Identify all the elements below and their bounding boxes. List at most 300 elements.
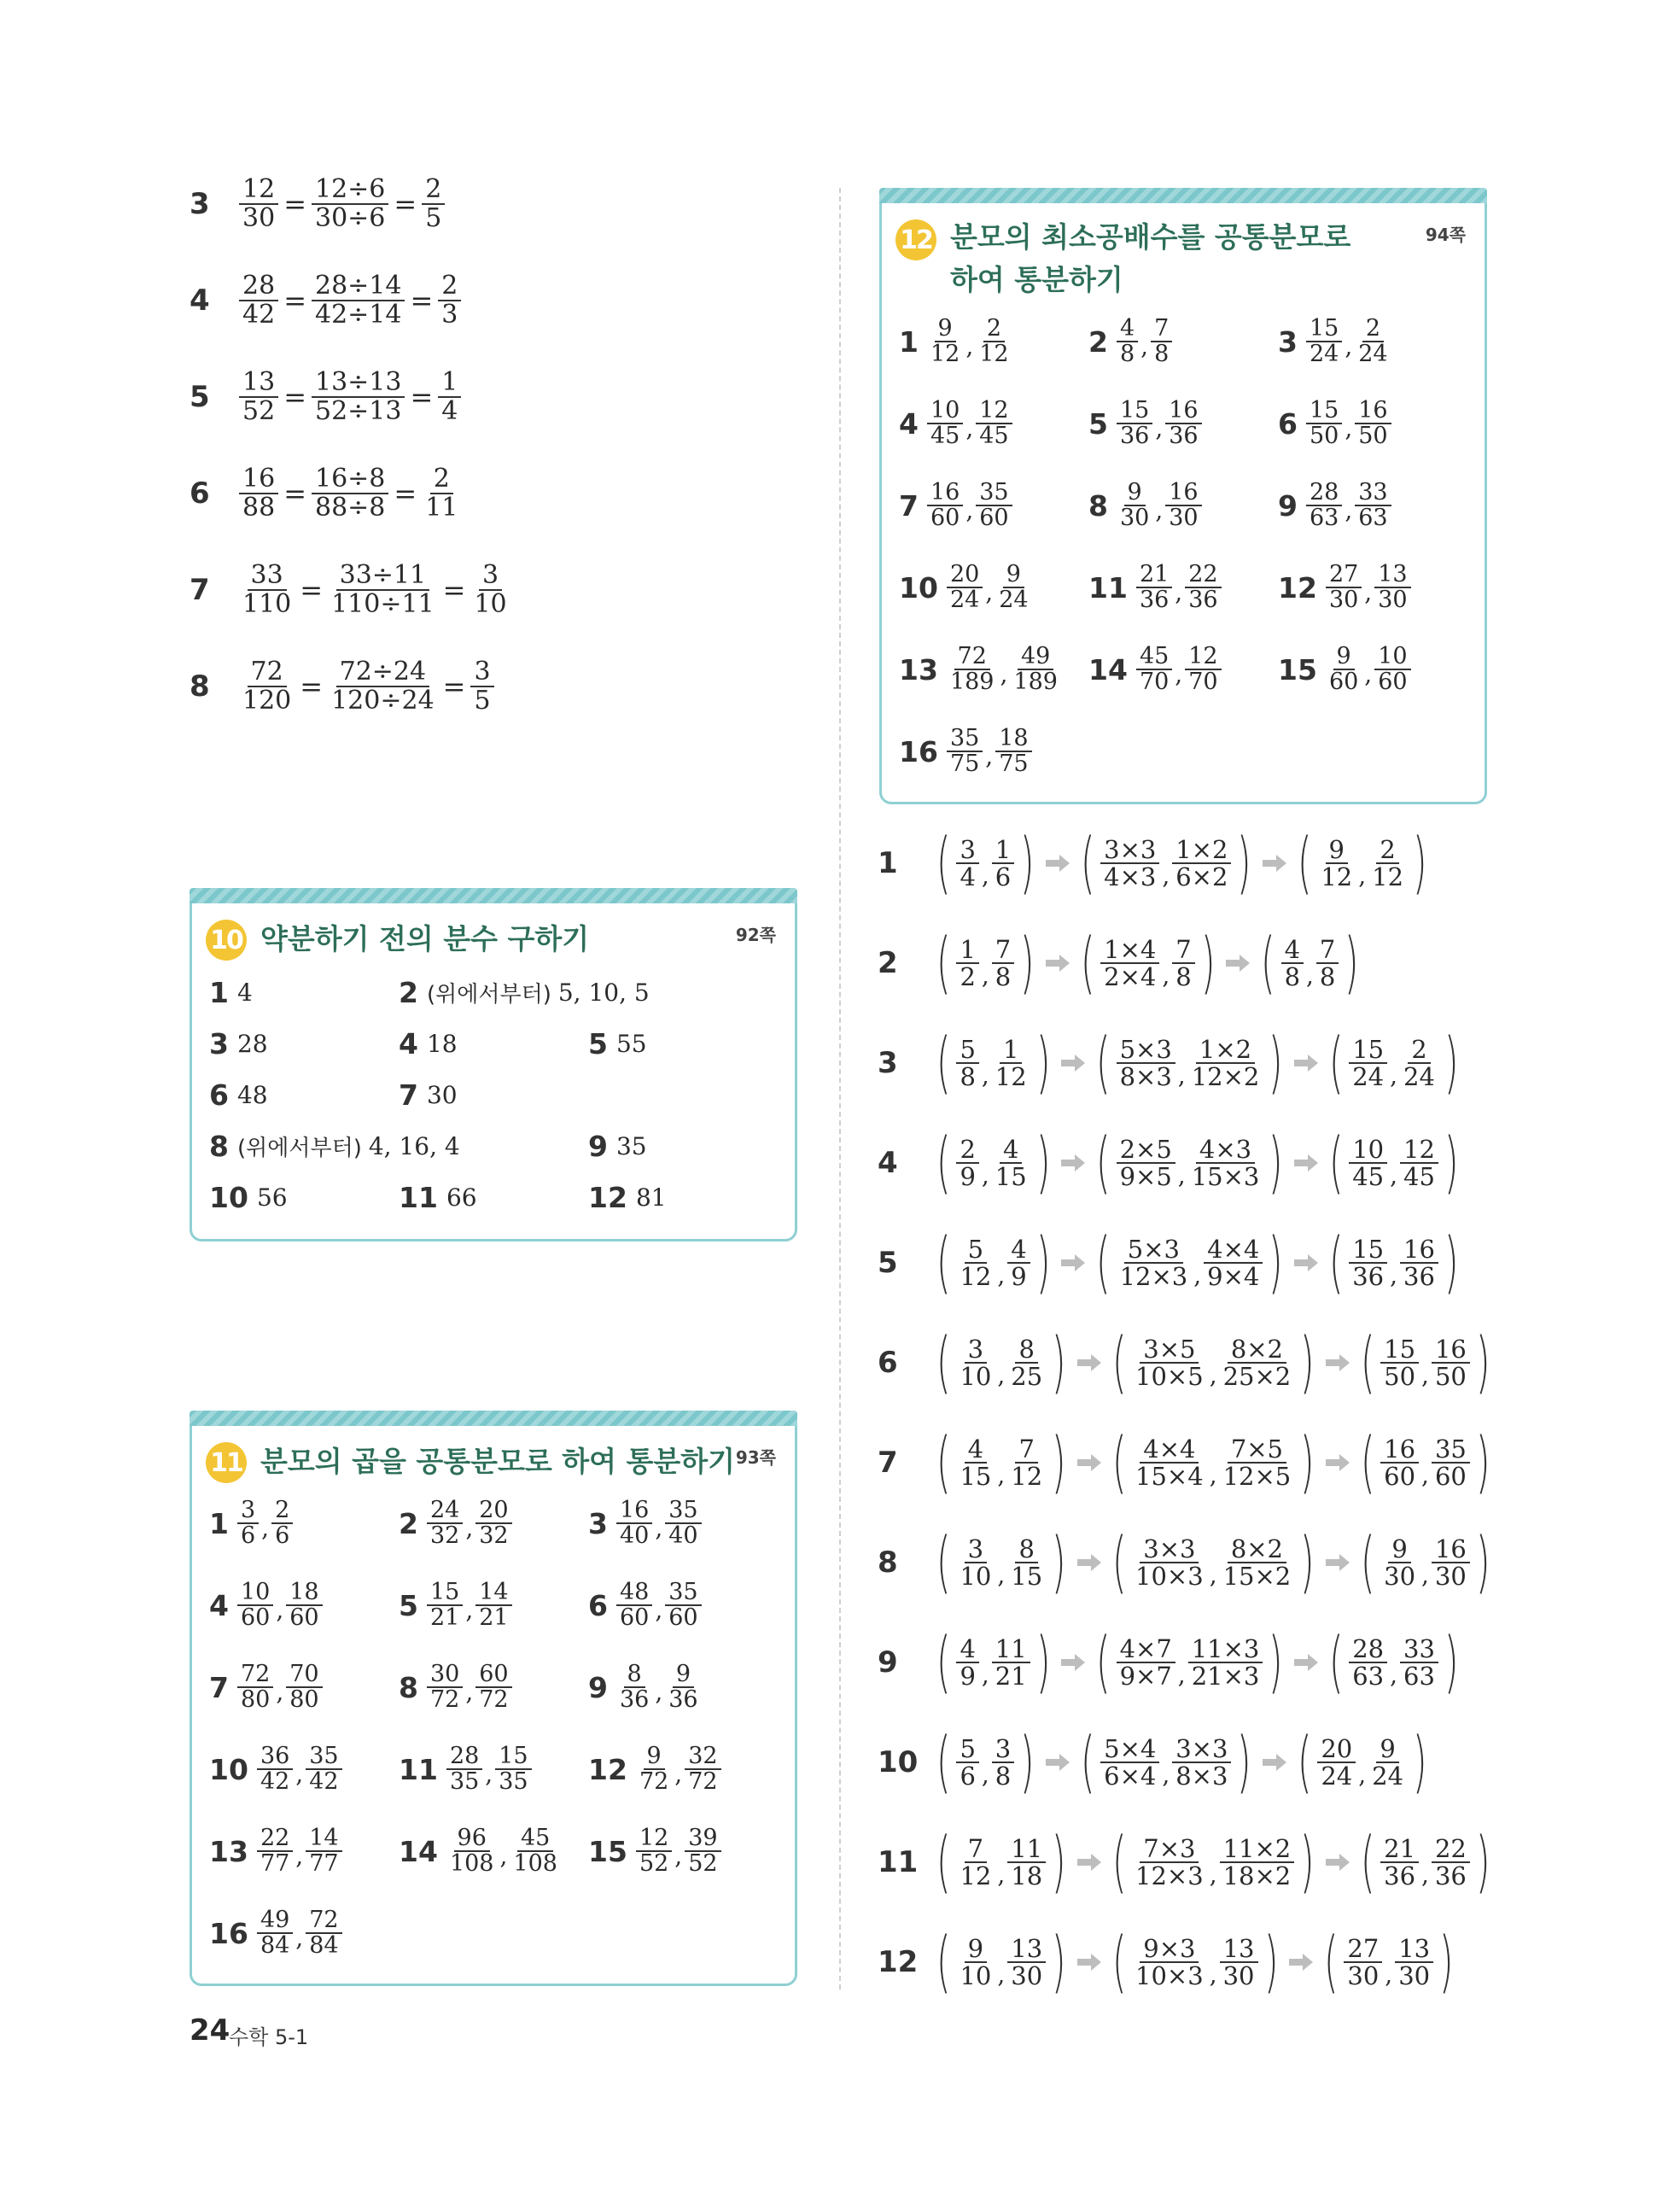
numerator: 9 xyxy=(644,1744,665,1770)
numerator: 11×3 xyxy=(1188,1636,1263,1663)
comma: , xyxy=(1358,1761,1367,1789)
parenthesized-pair xyxy=(930,1924,1072,2001)
denominator: 12 xyxy=(930,341,960,368)
section-title-line1: 분모의 최소공배수를 공통분모로 xyxy=(950,220,1351,254)
numerator: 27 xyxy=(1326,563,1362,588)
item-number: 4 xyxy=(878,1146,898,1180)
simplify-row xyxy=(190,272,461,328)
item-note: (위에서부터) xyxy=(426,982,551,1008)
fraction xyxy=(1100,1733,1159,1791)
denominator: 18×2 xyxy=(1222,1861,1292,1890)
fraction xyxy=(1349,1034,1387,1091)
numerator: 45 xyxy=(1136,645,1172,670)
answer-item xyxy=(209,976,253,1009)
denominator: 52÷13 xyxy=(315,395,402,426)
right-paren: ) xyxy=(1300,1424,1315,1501)
conversion-row xyxy=(878,1524,1496,1601)
answer-item xyxy=(588,1826,721,1877)
fraction xyxy=(1136,645,1172,695)
conversion-row xyxy=(878,1724,1432,1801)
comma: , xyxy=(276,1595,284,1624)
fraction xyxy=(1204,1236,1263,1290)
answer-item xyxy=(209,1078,268,1112)
numerator: 22 xyxy=(1185,563,1221,588)
fraction xyxy=(956,1034,978,1091)
fraction xyxy=(1349,1633,1387,1691)
comma: , xyxy=(276,1677,284,1706)
item-number: 4 xyxy=(209,1588,229,1622)
item-number: 12 xyxy=(878,1945,919,1979)
fraction xyxy=(1100,934,1159,991)
numerator: 3×5 xyxy=(1140,1336,1199,1364)
item-number: 15 xyxy=(1278,652,1317,687)
comma: , xyxy=(1421,1361,1429,1389)
numerator: 72÷24 xyxy=(336,658,429,687)
comma: , xyxy=(1390,1061,1398,1090)
left-paren: ( xyxy=(936,1125,951,1201)
fraction xyxy=(1188,1633,1263,1691)
denominator: 88÷8 xyxy=(315,492,386,523)
denominator: 12 xyxy=(960,1262,992,1291)
denominator: 42 xyxy=(309,1768,339,1796)
numerator: 9 xyxy=(1333,645,1355,670)
denominator: 10×3 xyxy=(1135,1961,1204,1990)
numerator: 7 xyxy=(992,937,1014,964)
numerator: 9 xyxy=(1388,1536,1410,1563)
denominator: 110 xyxy=(242,588,292,619)
numerator: 9 xyxy=(1326,837,1348,864)
answer-item xyxy=(399,1078,458,1112)
numerator: 12 xyxy=(976,399,1012,424)
item-number: 16 xyxy=(209,1916,248,1950)
section-12-box xyxy=(879,188,1487,804)
right-paren: ) xyxy=(1300,1524,1315,1601)
fraction xyxy=(475,1662,511,1713)
denominator: 10×5 xyxy=(1135,1362,1204,1391)
denominator: 42 xyxy=(242,299,276,330)
denominator: 72 xyxy=(479,1686,509,1714)
fraction xyxy=(1132,1336,1207,1390)
left-paren: ( xyxy=(1360,1424,1375,1501)
left-paren: ( xyxy=(1297,1724,1312,1801)
comma: , xyxy=(1390,1261,1398,1289)
simplify-row xyxy=(190,562,510,617)
numerator: 9 xyxy=(1124,481,1146,506)
item-number: 5 xyxy=(1088,406,1108,441)
denominator: 84 xyxy=(309,1932,339,1960)
left-paren: ( xyxy=(936,1224,951,1301)
equals-sign: = xyxy=(410,283,434,317)
numerator: 15 xyxy=(1306,399,1342,424)
fraction xyxy=(1400,1633,1438,1691)
parenthesized-pair xyxy=(1323,1624,1465,1701)
denominator: 52 xyxy=(242,395,276,426)
fraction xyxy=(239,465,278,521)
section-10-box xyxy=(190,888,797,1242)
denominator: 8×3 xyxy=(1119,1062,1172,1091)
right-paren: ) xyxy=(1269,1125,1283,1201)
denominator: 10 xyxy=(474,588,507,619)
conversion-row xyxy=(878,1224,1464,1301)
numerator: 28 xyxy=(1349,1636,1387,1663)
numerator: 5 xyxy=(956,1037,978,1064)
fraction xyxy=(257,1744,293,1795)
fraction xyxy=(1326,645,1362,695)
comma: , xyxy=(981,1161,989,1189)
fraction xyxy=(328,562,438,617)
comma: , xyxy=(655,1677,663,1706)
denominator: 5 xyxy=(425,202,442,233)
fraction xyxy=(1220,1436,1295,1490)
numerator: 20 xyxy=(1317,1736,1356,1763)
numerator: 9 xyxy=(1003,563,1024,588)
comma: , xyxy=(465,1595,474,1624)
fraction xyxy=(1432,1536,1470,1590)
denominator: 30 xyxy=(1434,1562,1467,1591)
denominator: 45 xyxy=(979,423,1009,450)
comma: , xyxy=(997,1561,1006,1589)
item-number: 7 xyxy=(878,1446,898,1480)
numerator: 72 xyxy=(248,658,287,687)
comma: , xyxy=(1175,659,1183,688)
left-paren: ( xyxy=(1111,1424,1127,1501)
page-reference: 94쪽 xyxy=(1425,225,1466,245)
left-paren: ( xyxy=(1095,1125,1111,1201)
comma: , xyxy=(655,1595,663,1624)
denominator: 36 xyxy=(619,1686,650,1714)
fraction xyxy=(1400,1136,1438,1190)
arrow-right-icon xyxy=(1224,953,1251,973)
denominator: 5 xyxy=(474,685,491,716)
comma: , xyxy=(981,961,989,990)
fraction xyxy=(312,176,388,231)
denominator: 8 xyxy=(1154,341,1170,368)
equals-sign: = xyxy=(394,187,417,220)
item-number: 4 xyxy=(190,283,210,318)
arrow-right-icon xyxy=(1059,1153,1087,1173)
numerator: 7 xyxy=(1172,937,1194,964)
comma: , xyxy=(981,1761,989,1789)
right-paren: ) xyxy=(1475,1524,1490,1601)
left-paren: ( xyxy=(1080,925,1095,1002)
numerator: 7×5 xyxy=(1228,1436,1286,1464)
denominator: 30 xyxy=(1398,1961,1431,1990)
right-paren: ) xyxy=(1444,1125,1459,1201)
item-number: 1 xyxy=(899,324,919,359)
answer-item xyxy=(399,1826,561,1877)
denominator: 9 xyxy=(1011,1262,1027,1291)
denominator: 70 xyxy=(1188,669,1218,696)
comma: , xyxy=(981,1061,989,1090)
left-paren: ( xyxy=(1323,1924,1339,2001)
item-number: 9 xyxy=(1278,488,1298,523)
parenthesized-pair xyxy=(930,1025,1056,1101)
fraction xyxy=(257,1826,293,1877)
item-value: 28 xyxy=(236,1030,268,1058)
arrow-right-icon xyxy=(1261,853,1288,873)
section-badge: 10 xyxy=(206,920,247,961)
numerator: 7 xyxy=(1316,937,1339,964)
comma: , xyxy=(655,1513,663,1542)
conversion-row xyxy=(878,1924,1460,2001)
numerator: 7×3 xyxy=(1140,1836,1199,1863)
fraction xyxy=(1395,1933,1433,1990)
right-paren: ) xyxy=(1052,1924,1066,2001)
comma: , xyxy=(1345,331,1353,360)
item-value: 35 xyxy=(615,1132,647,1160)
answer-item xyxy=(899,727,1032,777)
denominator: 77 xyxy=(309,1850,339,1878)
denominator: 8 xyxy=(1319,962,1336,991)
item-number: 2 xyxy=(878,946,898,980)
section-title: 약분하기 전의 분수 구하기 xyxy=(260,922,590,955)
fraction xyxy=(1368,1733,1407,1791)
denominator: 35 xyxy=(499,1768,528,1796)
answer-item xyxy=(209,1908,342,1959)
denominator: 21 xyxy=(429,1604,460,1632)
fraction xyxy=(1316,934,1339,991)
section-badge: 11 xyxy=(206,1442,247,1483)
conversion-row xyxy=(878,1624,1464,1701)
conversion-row xyxy=(878,1324,1496,1401)
numerator: 4 xyxy=(1007,1236,1030,1264)
fraction xyxy=(956,934,978,991)
answer-item xyxy=(1088,317,1172,367)
item-number: 10 xyxy=(899,570,938,605)
numerator: 39 xyxy=(685,1826,720,1852)
denominator: 12×5 xyxy=(1222,1462,1292,1491)
denominator: 88 xyxy=(242,492,276,523)
denominator: 6 xyxy=(240,1522,256,1550)
right-paren: ) xyxy=(1200,925,1216,1002)
fraction xyxy=(438,272,461,328)
numerator: 96 xyxy=(454,1826,490,1852)
parenthesized-pair xyxy=(1075,925,1221,1002)
fraction xyxy=(636,1744,672,1795)
denominator: 24 xyxy=(1309,341,1339,368)
denominator: 50 xyxy=(1358,423,1388,450)
item-number: 3 xyxy=(878,1046,898,1080)
numerator: 4×4 xyxy=(1140,1436,1199,1464)
parenthesized-pair xyxy=(1318,1924,1460,2001)
numerator: 9 xyxy=(965,1936,987,1963)
denominator: 50 xyxy=(1434,1362,1467,1391)
numerator: 15 xyxy=(1349,1037,1387,1064)
parenthesized-pair xyxy=(1106,1824,1321,1901)
numerator: 16 xyxy=(1165,399,1201,424)
numerator: 12÷6 xyxy=(312,176,388,205)
fraction xyxy=(1374,563,1410,613)
fraction xyxy=(1007,1833,1046,1890)
numerator: 21 xyxy=(1380,1836,1419,1863)
fraction xyxy=(306,1826,341,1877)
denominator: 10 xyxy=(960,1362,992,1391)
fraction xyxy=(956,1436,995,1490)
right-paren: ) xyxy=(1412,1724,1427,1801)
fraction xyxy=(1117,1633,1175,1691)
fraction xyxy=(1306,399,1342,449)
equals-sign: = xyxy=(410,380,434,413)
denominator: 30 xyxy=(242,202,276,233)
denominator: 25 xyxy=(1011,1362,1043,1391)
equals-sign: = xyxy=(283,187,306,220)
denominator: 18 xyxy=(1011,1861,1043,1890)
item-number: 8 xyxy=(399,1670,418,1704)
equals-sign: = xyxy=(394,476,417,510)
comma: , xyxy=(674,1759,683,1788)
fraction xyxy=(1400,1236,1438,1290)
item-value: 4, 16, 4 xyxy=(368,1132,460,1160)
numerator: 2 xyxy=(956,1136,978,1164)
denominator: 60 xyxy=(1434,1462,1467,1491)
page-number: 24 xyxy=(190,2013,230,2048)
numerator: 8 xyxy=(624,1662,645,1688)
item-number: 2 xyxy=(399,1506,418,1540)
comma: , xyxy=(985,741,994,770)
column-divider xyxy=(839,188,841,1989)
numerator: 1×4 xyxy=(1100,937,1159,964)
right-paren: ) xyxy=(1035,1025,1051,1101)
parenthesized-pair xyxy=(1255,925,1365,1002)
numerator: 16 xyxy=(1380,1436,1419,1464)
item-number: 4 xyxy=(399,1027,418,1060)
fraction xyxy=(1349,1236,1387,1290)
answer-item xyxy=(1278,317,1391,367)
comma: , xyxy=(1421,1461,1429,1489)
numerator: 3 xyxy=(956,837,978,864)
parenthesized-pair xyxy=(1090,1125,1289,1201)
numerator: 1 xyxy=(438,369,461,398)
fraction xyxy=(956,1536,995,1590)
arrow-right-icon xyxy=(1292,1652,1320,1673)
item-number: 1 xyxy=(209,976,229,1009)
comma: , xyxy=(1209,1361,1217,1389)
answer-item xyxy=(899,481,1012,531)
numerator: 13 xyxy=(1007,1936,1046,1963)
denominator: 36 xyxy=(1384,1861,1416,1890)
numerator: 16 xyxy=(927,481,963,506)
fraction xyxy=(927,399,963,449)
comma: , xyxy=(1155,413,1164,442)
parenthesized-pair xyxy=(1090,1224,1289,1301)
denominator: 60 xyxy=(930,505,960,532)
left-paren: ( xyxy=(1297,825,1312,902)
equals-sign: = xyxy=(442,669,466,703)
left-paren: ( xyxy=(1111,1924,1127,2001)
conversion-row xyxy=(878,1125,1464,1201)
conversion-row xyxy=(878,925,1365,1002)
numerator: 12 xyxy=(1185,645,1221,670)
comma: , xyxy=(965,495,974,524)
item-number: 14 xyxy=(1088,652,1128,687)
arrow-right-icon xyxy=(1292,1253,1320,1273)
denominator: 36 xyxy=(1188,587,1218,614)
answer-item xyxy=(1088,481,1202,531)
fraction xyxy=(1306,481,1342,531)
item-number: 10 xyxy=(209,1181,248,1214)
left-paren: ( xyxy=(1095,1025,1111,1101)
numerator: 72 xyxy=(954,645,990,670)
denominator: 40 xyxy=(668,1522,698,1550)
denominator: 120÷24 xyxy=(331,685,435,716)
arrow-right-icon xyxy=(1059,1652,1087,1673)
item-note: (위에서부터) xyxy=(236,1136,362,1161)
arrow-right-icon xyxy=(1324,1852,1351,1873)
comma: , xyxy=(1209,1461,1217,1489)
item-number: 3 xyxy=(588,1506,608,1540)
fraction xyxy=(956,1733,978,1791)
fraction xyxy=(616,1662,652,1713)
numerator: 13÷13 xyxy=(312,369,405,398)
item-number: 6 xyxy=(1278,406,1298,441)
conversion-row xyxy=(878,1424,1496,1501)
fraction xyxy=(995,563,1031,613)
numerator: 45 xyxy=(517,1826,553,1852)
item-number: 8 xyxy=(1088,488,1108,523)
numerator: 2 xyxy=(1408,1037,1430,1064)
comma: , xyxy=(1155,495,1164,524)
left-paren: ( xyxy=(936,925,951,1002)
answer-item xyxy=(209,1826,342,1877)
fraction xyxy=(685,1744,720,1795)
simplify-row xyxy=(190,658,494,714)
fraction xyxy=(1007,1536,1046,1590)
numerator: 7 xyxy=(1015,1436,1037,1464)
denominator: 110÷11 xyxy=(331,588,435,619)
answer-item xyxy=(209,1499,293,1549)
denominator: 15 xyxy=(1011,1562,1043,1591)
left-paren: ( xyxy=(936,1924,951,2001)
answer-item xyxy=(399,1181,477,1214)
denominator: 60 xyxy=(979,505,1009,532)
item-number: 3 xyxy=(209,1027,229,1060)
numerator: 9 xyxy=(673,1662,694,1688)
parenthesized-pair xyxy=(1106,1524,1321,1601)
parenthesized-pair xyxy=(930,1624,1056,1701)
fraction xyxy=(1317,1733,1356,1791)
denominator: 30 xyxy=(1328,587,1359,614)
fraction xyxy=(475,1580,511,1631)
numerator: 4×7 xyxy=(1117,1636,1175,1663)
fraction xyxy=(927,317,963,367)
fraction xyxy=(438,369,461,424)
fraction xyxy=(1281,934,1304,991)
denominator: 12 xyxy=(1321,862,1353,891)
denominator: 21 xyxy=(479,1604,509,1632)
fraction xyxy=(976,317,1012,367)
numerator: 11 xyxy=(1007,1836,1046,1863)
numerator: 30 xyxy=(427,1662,463,1688)
left-paren: ( xyxy=(936,825,951,902)
left-paren: ( xyxy=(1111,1324,1127,1401)
numerator: 16÷8 xyxy=(312,465,388,494)
fraction xyxy=(956,1336,995,1390)
numerator: 4 xyxy=(965,1436,987,1464)
fraction xyxy=(1132,1536,1207,1590)
answer-item xyxy=(399,1744,532,1795)
comma: , xyxy=(674,1841,683,1870)
item-number: 14 xyxy=(399,1834,438,1868)
numerator: 3 xyxy=(992,1736,1014,1763)
right-paren: ) xyxy=(1263,1924,1279,2001)
denominator: 36 xyxy=(1352,1262,1385,1291)
arrow-right-icon xyxy=(1076,1353,1103,1373)
denominator: 24 xyxy=(1321,1762,1353,1791)
comma: , xyxy=(1390,1161,1398,1189)
numerator: 20 xyxy=(947,563,983,588)
left-paren: ( xyxy=(936,1824,951,1901)
left-paren: ( xyxy=(1360,1524,1375,1601)
